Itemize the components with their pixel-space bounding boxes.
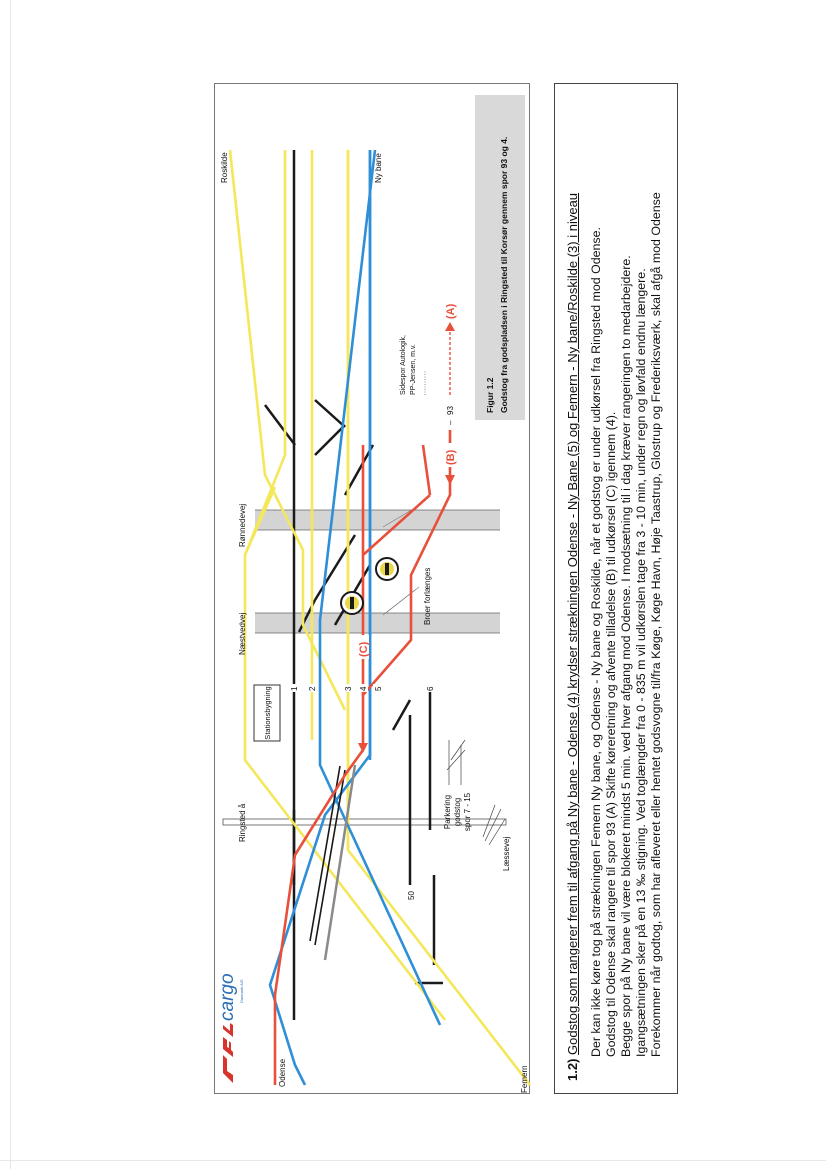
caption-title: Figur 1.2 [485,377,495,413]
track-number-50: 50 [407,891,416,900]
label-sidespor-1: Sidespor Autologik, [400,335,407,395]
label-laessevej: Læssevej [502,836,511,871]
route-a-label: (A) [445,303,457,319]
track-number-93: 93 [446,406,455,415]
caption-text: Godstog fra godspladsen i Ringsted til Korsør gennem spor 93 og 4. [499,136,509,413]
warning-marker-2 [376,558,398,580]
scan-edge-line [10,0,11,1169]
label-parkering-3: spor 7 - 15 [463,792,472,832]
section-number: 1.2) [565,1058,580,1081]
label-ronnedevej: Rønnedevej [238,503,247,547]
route-c-label: (C) [358,641,370,657]
track-number-6: 6 [426,686,435,691]
warning-marker-1 [341,592,363,614]
body-line-2: Godstog til Odense skal rangere til spor 93 (A) Skifte køreretning og afvente tilladelse (B) til udkørsel (C) igennem (4). [604,411,618,1057]
ny-bane-line [320,150,440,1025]
section-text-rotated [555,84,679,1095]
track-number-5: 5 [374,686,383,691]
section-heading [565,96,581,1081]
label-naestvedvej: Næstvedvej [238,612,247,655]
logo-tagline: Danmark A/S [239,979,244,1003]
label-ny-bane: Ny bane [374,153,383,183]
body-line-3: Begge spor på Ny bane vil være blokeret mindst 5 min. ved hver afgang mod Odense. I modsætning til i dag kræver rangeringen to medarbejdere. [619,255,633,1057]
track-number-2: 2 [308,686,317,691]
track-diagram-figure [214,83,530,1094]
section-body [589,96,664,1057]
track-number-1: 1 [290,686,299,691]
svg-text:–: – [446,420,455,425]
track-number-3: 3 [344,686,353,691]
naestvedvej-bridge [255,613,500,633]
label-broer: Broer forlænges [423,567,432,625]
track-number-4: 4 [359,686,368,691]
logo-brand: cargo [217,973,238,1021]
label-odense: Odense [278,1058,287,1087]
cfl-mark-icon [223,1023,233,1083]
label-stationsbygning: Stationsbygning [263,686,272,740]
label-parkering-1: Parkering [443,794,452,830]
cfl-logo [217,973,244,1083]
label-femern: Femern [520,1065,529,1093]
body-line-5: Forekommer når godtog, som har afleveret eller hentet godsvogne til/fra Køge, Køge Havn, Høje Taastrup, Glostrup og Frederiksværk, skal afgå mod Odense [649,192,663,1057]
section-text-box [554,83,678,1094]
track-93-line [363,430,450,750]
label-roskilde: Roskilde [220,152,229,183]
track-diagram-canvas [215,84,531,1095]
section-title: Godstog som rangerer frem til afgang på Ny bane - Odense (4) krydser strækningen Odense - Ny Bane (5) og Femern - Ny bane/Roskilde (3) i niveau [565,192,580,1055]
label-parkering-2: godstog [453,797,462,827]
route-b-label: (B) [445,449,457,465]
body-line-1: Der kan ikke køre tog på strækningen Femern Ny bane, og Odense - Ny bane og Roskilde, når et godstog er under udkørsel fra Ringsted mod Odense. [589,227,603,1057]
scan-bottom-line [0,1160,826,1161]
label-sidespor-2: PP-Jensen, m.v. [410,344,417,395]
body-line-4: Igangsætningen sker på en 13 ‰ stigning. Ved toglængder fra 0 - 835 m vil udkørslen tage fra 3 - 10 min, under regn og løvfald endnu længere. [634,268,648,1057]
label-ringsted-aa: Ringsted å [238,803,247,842]
